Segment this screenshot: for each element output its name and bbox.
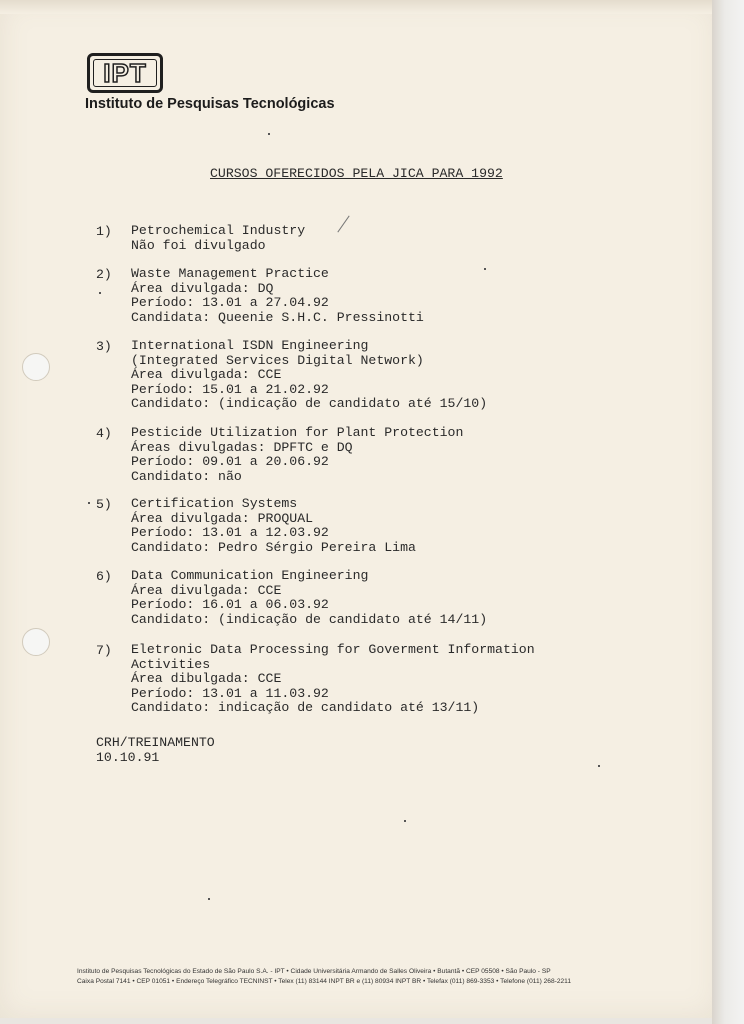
course-number: 3) (96, 339, 112, 354)
course-detail: Não foi divulgado (131, 237, 266, 253)
course-number: 1) (96, 224, 112, 239)
signature-block (96, 736, 215, 765)
speck (99, 292, 101, 294)
course-candidate: Candidato: Pedro Sérgio Pereira Lima (131, 539, 416, 555)
scan-edge (712, 0, 744, 1024)
letterhead-footer (77, 967, 571, 987)
course-area: Área dibulgada: CCE (131, 671, 282, 686)
course-number: 6) (96, 569, 112, 584)
course-period: Período: 09.01 a 20.06.92 (131, 454, 329, 469)
punch-hole-lower (22, 628, 50, 656)
course-period: Período: 13.01 a 11.03.92 (131, 685, 329, 701)
course-number: 5) (96, 497, 112, 512)
department-label: CRH/TREINAMENTO (96, 735, 215, 750)
course-area: Área divulgada: CCE (131, 367, 282, 382)
document-title: CURSOS OFERECIDOS PELA JICA PARA 1992 (210, 166, 503, 181)
course-candidate: Candidato: não (131, 468, 242, 484)
course-subtitle: (Integrated Services Digital Network) (131, 352, 424, 368)
course-candidate: Candidato: indicação de candidato até 13/11) (131, 700, 480, 715)
page-top-edge (0, 0, 718, 14)
logo-text: IPT (103, 57, 147, 88)
course-period: Período: 15.01 a 21.02.92 (131, 381, 329, 397)
course-period: Período: 16.01 a 06.03.92 (131, 597, 329, 612)
course-name: Petrochemical Industry (131, 223, 306, 238)
course-name-continued: Activities (131, 656, 211, 672)
course-area: Áreas divulgadas: DPFTC e DQ (131, 439, 353, 455)
course-name: Eletronic Data Processing for Goverment Information (131, 642, 535, 657)
course-period: Período: 13.01 a 27.04.92 (131, 295, 329, 310)
pen-stroke-mark (337, 216, 349, 233)
footer-address-line: Instituto de Pesquisas Tecnológicas do Estado de São Paulo S.A. - IPT • Cidade Universitária Armando de Salles Oliveira • Butantã • CEP 05508 • São Paulo - SP (77, 968, 551, 975)
course-area: Área divulgada: DQ (131, 280, 274, 296)
course-number: 4) (96, 426, 112, 441)
course-candidate: Candidata: Queenie S.H.C. Pressinotti (131, 309, 424, 325)
course-number: 7) (96, 643, 112, 658)
course-candidate: Candidato: (indicação de candidato até 14/11) (131, 611, 488, 627)
course-name: Data Communication Engineering (131, 568, 369, 583)
speck (404, 820, 406, 822)
organization-name: Instituto de Pesquisas Tecnológicas (85, 96, 335, 112)
document-date: 10.10.91 (96, 749, 160, 765)
course-area: Área divulgada: PROQUAL (131, 510, 314, 526)
course-name: Certification Systems (131, 496, 298, 511)
speck (88, 502, 90, 504)
ipt-logo (87, 53, 163, 93)
punch-hole-upper (22, 353, 50, 381)
course-area: Área divulgada: CCE (131, 582, 282, 598)
course-period: Período: 13.01 a 12.03.92 (131, 525, 329, 540)
speck (208, 898, 210, 900)
course-candidate: Candidato: (indicação de candidato até 15/10) (131, 396, 488, 411)
course-name: Waste Management Practice (131, 266, 329, 281)
speck (484, 268, 486, 270)
footer-contact-line: Caixa Postal 7141 • CEP 01051 • Endereço Telegráfico TECNINST • Telex (11) 83144 INPT BR e (11) 80934 INPT BR • Telefax (011) 869-3353 • Telefone (011) 268-2211 (77, 978, 572, 985)
logo-inner-frame (93, 59, 157, 87)
speck (598, 765, 600, 767)
course-number: 2) (96, 267, 112, 282)
speck (268, 133, 270, 135)
course-name: Pesticide Utilization for Plant Protection (131, 425, 464, 440)
course-name: International ISDN Engineering (131, 338, 369, 353)
